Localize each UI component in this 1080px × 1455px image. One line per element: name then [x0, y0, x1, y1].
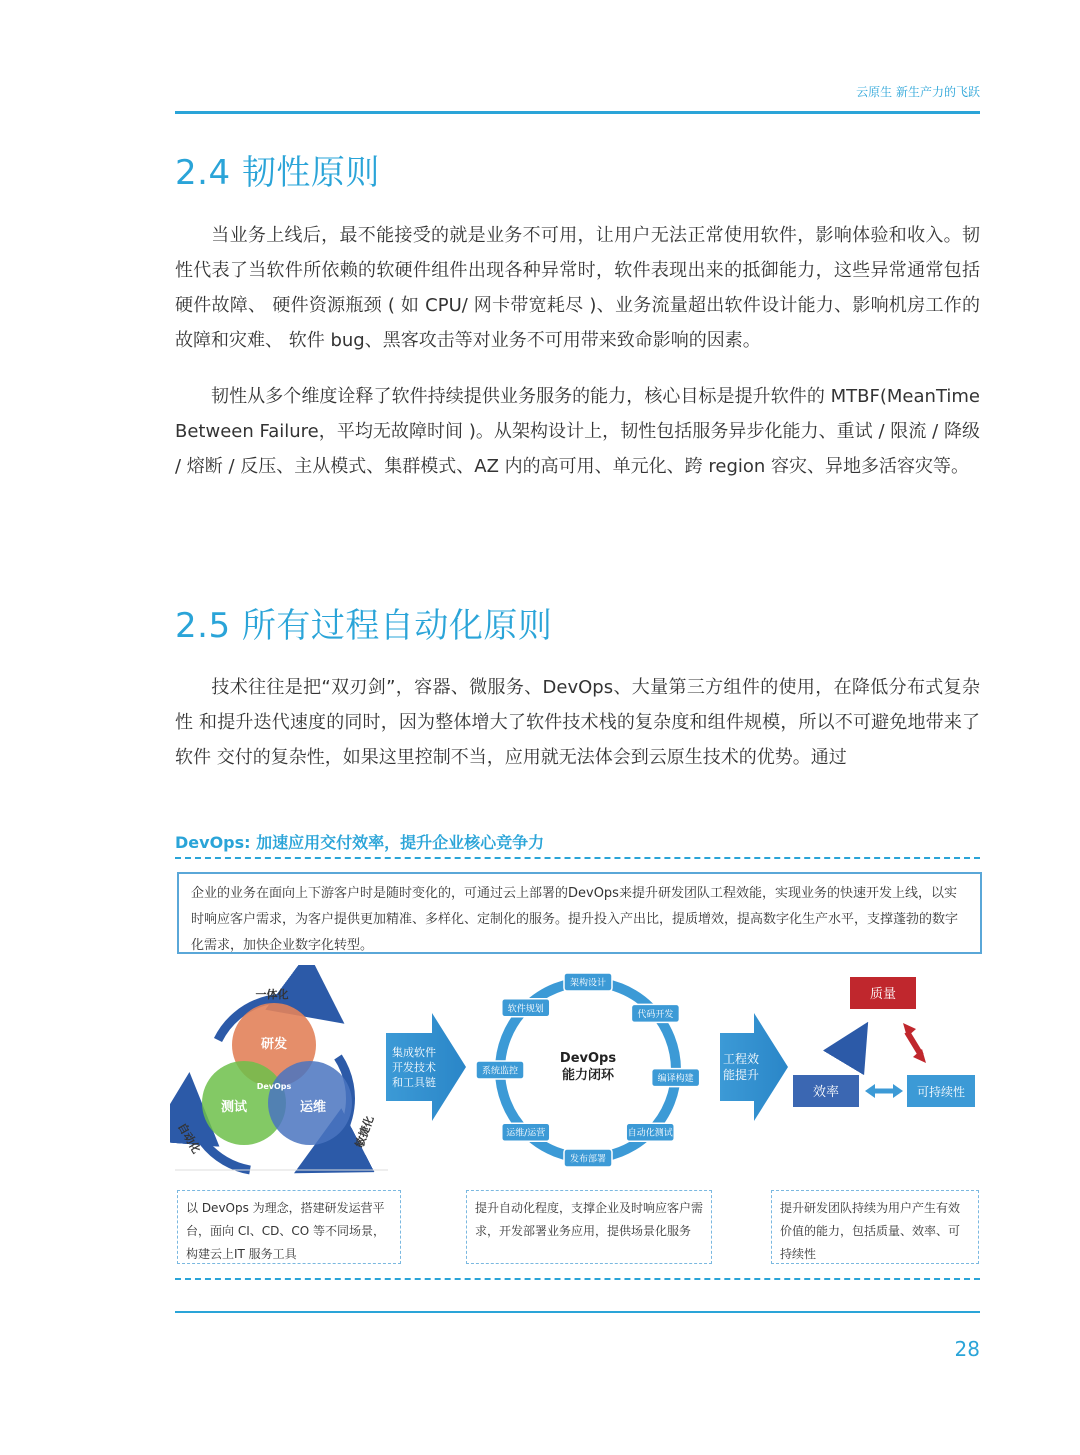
integration-arrow-line2: 开发技术	[392, 1061, 436, 1074]
venn-right-label: 敏捷化	[352, 1114, 377, 1150]
page-number: 28	[954, 1337, 980, 1361]
section-heading-resilience: 2.4 韧性原则	[175, 153, 380, 193]
venn-label-dev: 研发	[260, 1037, 288, 1052]
running-header: 云原生 新生产力的飞跃	[856, 85, 980, 99]
venn-diagram	[175, 987, 388, 1170]
loop-node-label: 软件规划	[507, 1004, 544, 1015]
arrow-quality-sustain	[907, 1032, 921, 1055]
paragraph: 韧性从多个维度诠释了软件持续提供业务服务的能力，核心目标是提升软件的 MTBF(MeanTime Between Failure，平均无故障时间 )。从架构设计上，韧性包括服务异步化能力、重试 / 限流 / 降级 / 熔断 / 反压、主从模式、集群模式、AZ 内的高可用、单元化、跨 region 容灾、异地多活容灾等。	[175, 386, 980, 477]
caption-box-middle: 提升自动化程度，支撑企业及时响应客户需求，开发部署业务应用，提供场景化服务	[466, 1190, 712, 1264]
footer-rule	[175, 1311, 980, 1313]
section-heading-automation: 2.5 所有过程自动化原则	[175, 606, 553, 646]
arrow-efficiency-quality	[847, 1032, 862, 1057]
caption-box-left: 以 DevOps 为理念，搭建研发运营平台，面向 CI、CD、CO 等不同场景，构建云上IT 服务工具	[177, 1190, 401, 1264]
loop-center-line2: 能力闭环	[561, 1068, 615, 1083]
loop-node-label: 编译构建	[657, 1074, 694, 1085]
efficiency-arrow-line2: 能提升	[723, 1068, 760, 1082]
loop-center-line1: DevOps	[559, 1051, 617, 1066]
devops-loop	[476, 973, 700, 1167]
venn-left-label: 自动化	[175, 1120, 203, 1156]
figure-title: DevOps: 加速应用交付效率，提升企业核心竞争力	[175, 833, 545, 852]
loop-node-label: 运维/运营	[506, 1128, 546, 1139]
figure-intro-box: 企业的业务在面向上下游客户时是随时变化的，可通过云上部署的DevOps来提升研发团队工程效能，实现业务的快速开发上线，以实时响应客户需求，为客户提供更加精准、多样化、定制化的服务。提升投入产出比，提质增效，提高数字化生产水平，支撑蓬勃的数字化需求，加快企业数字化转型。	[177, 872, 982, 954]
loop-node-label: 发布部署	[569, 1154, 607, 1165]
efficiency-arrow-line1: 工程效	[723, 1052, 760, 1066]
venn-label-ops: 运维	[299, 1100, 327, 1115]
integration-arrow-line1: 集成软件	[392, 1046, 436, 1059]
venn-center-label: DevOps	[256, 1082, 292, 1091]
figure-divider-bottom	[175, 1278, 980, 1280]
efficiency-label: 效率	[812, 1085, 840, 1100]
header-rule	[175, 111, 980, 114]
value-triangle	[793, 977, 975, 1107]
paragraph: 技术往往是把“双刃剑”，容器、微服务、DevOps、大量第三方组件的使用，在降低分布式复杂性 和提升迭代速度的同时，因为整体增大了软件技术栈的复杂度和组件规模，所以不可避免地带来了软件 交付的复杂性，如果这里控制不当，应用就无法体会到云原生技术的优势。通过	[175, 677, 980, 768]
sustainability-label: 可持续性	[916, 1085, 966, 1099]
caption-box-right: 提升研发团队持续为用户产生有效价值的能力，包括质量、效率、可持续性	[771, 1190, 979, 1264]
loop-node-label: 自动化测试	[627, 1128, 673, 1139]
quality-label: 质量	[869, 987, 897, 1002]
devops-diagram	[170, 965, 985, 1180]
venn-top-label: 一体化	[255, 988, 289, 1001]
loop-node-label: 系统监控	[481, 1066, 519, 1077]
integration-arrow	[386, 1013, 466, 1121]
venn-label-test: 测试	[220, 1100, 248, 1115]
loop-node-label: 架构设计	[569, 978, 607, 989]
figure-divider-top	[175, 857, 980, 859]
integration-arrow-line3: 和工具链	[392, 1076, 436, 1089]
efficiency-arrow	[720, 1013, 788, 1121]
paragraph: 当业务上线后，最不能接受的就是业务不可用，让用户无法正常使用软件，影响体验和收入。韧性代表了当软件所依赖的软硬件组件出现各种异常时，软件表现出来的抵御能力，这些异常通常包括硬件故障、 硬件资源瓶颈 ( 如 CPU/ 网卡带宽耗尽 )、业务流量超出软件设计能力、影响机房工作的故障和灾难、 软件 bug、黑客攻击等对业务不可用带来致命影响的因素。	[175, 225, 980, 351]
loop-node-label: 代码开发	[637, 1009, 674, 1020]
